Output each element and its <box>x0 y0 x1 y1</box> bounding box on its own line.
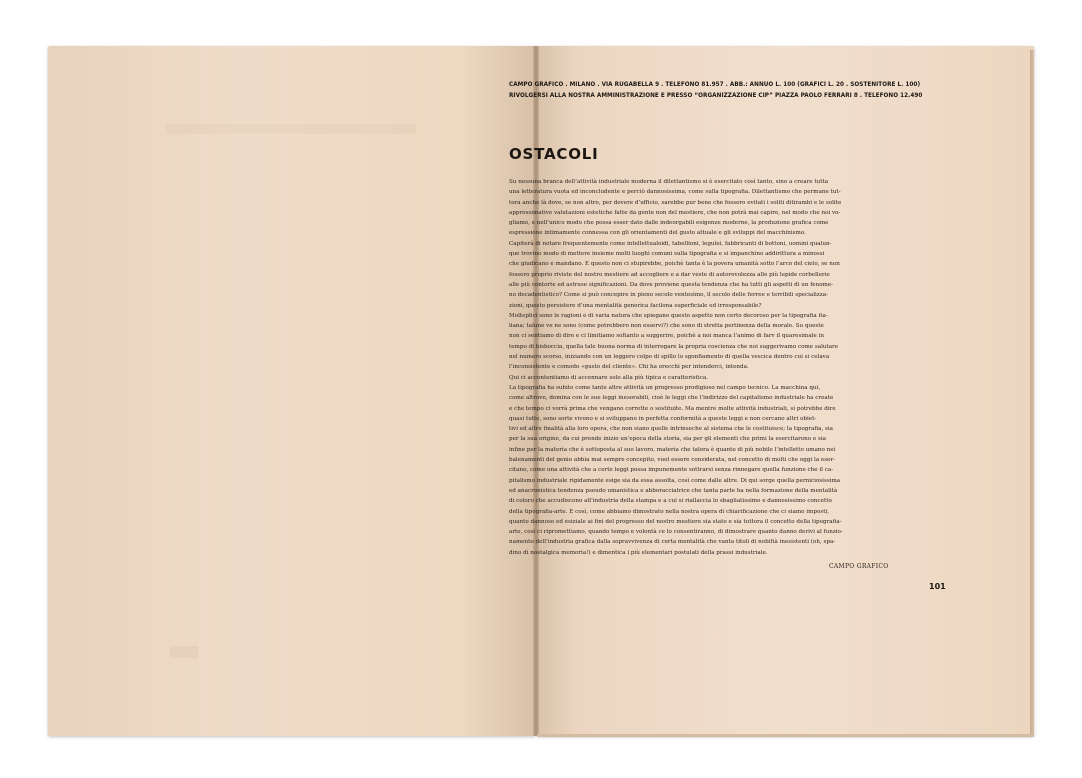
show-through-text <box>166 124 416 134</box>
article-line: una letteratura vuota ed inconcludente e perciò dannosissima, come sulla tipografia. Dilettantismo che permane tut- <box>509 189 841 196</box>
article-line: arte, così ci ripromettiamo, quando tempo e volontà ce lo consentiranno, di dimostrare quanto danno derivi al funzio- <box>509 529 843 536</box>
article-line: La tipografia ha subito come tante altre attività un progresso prodigioso nel campo tecnico. La macchina qui, <box>509 384 821 391</box>
article-line: come altrove, domina con le sue leggi inesorabili, cioè le leggi che l’indirizzo del capitalismo industriale ha create <box>509 395 834 402</box>
article-line: l’inconsistente e comodo «gusto del cliente». Chi ha orecchi per intenderci, intenda. <box>509 364 749 371</box>
article-line: que trovino modo di mettere insieme molti luoghi comuni sulla tipografia e si impanchino addirittura a minossi <box>509 251 825 258</box>
article-line: tora anche là dove, se non altro, per dovere d’ufficio, sarebbe pur bene che fossero evitati i soliti ditirambi e le solite <box>509 199 842 206</box>
article-line: balenamenti del genio abbia mai sempre concepito, vuol essere considerata, nel concetto di molti che oggi la eser- <box>509 457 835 464</box>
article-line: gliamo, e nell’unico modo che possa esser dato dalle indeorgabili esigenze moderne, la produzione grafica come <box>509 220 829 227</box>
article-body <box>509 177 949 558</box>
left-page <box>48 46 535 736</box>
article-line: infine per la materia che è sottoposta al suo lavoro, materia che talora è quanto di più nobile l’intelletto umano nei <box>509 446 836 453</box>
article-line: namento dell’industria grafica dalla sopravvivenza di certa mentalità che vanta titoli di nobiltà inesistenti (oh, spa- <box>509 539 836 546</box>
article-signature: CAMPO GRAFICO <box>829 563 889 570</box>
article-line: di coloro che accudiscono all’industria della stampa e a cui si riallaccia lo sbagliatissimo e dannosissimo concetto <box>509 498 832 505</box>
article-line: citano, come una attività che a certe leggi possa impunemente sottrarsi senza rinnegare quella funzione che il ca- <box>509 467 834 474</box>
article-line: quanto dannoso ed esiziale ai fini del progresso del nostro mestiere sia stato e sia tuttora il concetto della tipografia- <box>509 518 842 525</box>
article-line: espressione intimamente connessa con gli orientamenti del gusto attuale e gli sviluppi del macchinismo. <box>509 230 806 237</box>
article-line: pitalismo industriale rigidamente esige sia da essa assolta, così come dalle altre. Di qui sorge quella perniciosissima <box>509 477 841 484</box>
article-line: zioni, questo persistere d’una mentalità generica facilona superficiale ed irresponsabile? <box>509 302 762 309</box>
article-line: ed anacronistica tendenza pseudo umanistica e abboracciatrice che tanta parte ha nella formazione della mentalità <box>509 487 838 494</box>
page-edge <box>1030 50 1034 736</box>
show-through-mark <box>170 646 198 658</box>
article-line: non ci sentiamo di dire e ci limitiamo soltanto a suggerire, poichè a noi manca l’animo di farv il quaresimale in <box>509 333 824 340</box>
article-line: che giudicano e mandano. E questo non ci stupirebbe, poichè tanta è la povera umanità sotto l’arco del cielo, se non <box>509 261 840 268</box>
article-line: Molteplici sono le ragioni e di varia natura che spiegano questo aspetto non certo decoroso per la tipografia ita- <box>509 312 828 319</box>
article-line: fossero proprio riviste del nostro mestiere ad accogliere e a dar veste di autorevolezza alle più lepide corbellerie <box>509 271 830 278</box>
article-line: tempo di bisboccia, quella tale buona norma di interrogare la propria coscienza che noi suggerivamo come salutare <box>509 343 839 350</box>
article-line: per la sua origine, da cui prende inizio un’epoca della storia, sia per gli elementi che primi la esercitarono e sia <box>509 436 826 443</box>
article-line: dino di nostalgica memoria!) e dimentica i più elementari postulati della prassi industriale. <box>509 549 768 556</box>
page-edge-bottom <box>537 734 1034 737</box>
article-line: liana; talune ve ne sono (come potrebbero non esservi?) che sono di stretta pertinenza della morale. Su queste <box>509 323 824 330</box>
article-line: Qui ci accontentiamo di accennare solo alla più tipica e caratteristica. <box>509 374 708 381</box>
article-line: quasi tutte, sono sorte vivono e si sviluppano in perfetta conformità a queste leggi e non cercano altri obiet- <box>509 415 817 422</box>
article-line: nel numero scorso, iniziando con un leggero colpo di spillo lo sgonfiamento di quella vescica dentro cui si celava <box>509 354 830 361</box>
article-title: OSTACOLI <box>509 145 599 163</box>
masthead <box>509 80 949 102</box>
article-line: no decadentistico? Come si può concepire in pieno secolo ventesimo, il secolo delle ferree e terribili specializza- <box>509 292 828 299</box>
masthead-line-2: RIVOLGERSI ALLA NOSTRA AMMINISTRAZIONE E PRESSO “ORGANIZZAZIONE CIP” PIAZZA PAOLO FERRARI 8 . TELEFONO 12.490 <box>509 93 923 99</box>
page-number: 101 <box>929 582 946 591</box>
article-line: approssimative valutazioni estetiche fatte da gente non del mestiere, che non potrà mai capire, nel modo che noi vo- <box>509 209 841 216</box>
article-line: tivi ed altre finalità alla loro opera, che non siano quelle intrinseche al sistema che le costituisce; la tipografia, sia <box>509 426 834 433</box>
article-line: della tipografia-arte. E così, come abbiamo dimostrato nella nostra opera di chiarificazione che ci siamo imposti, <box>509 508 830 515</box>
article-line: Su nessuna branca dell’attività industriale moderna il dilettantismo si è esercitato così tanto, sino a creare tutta <box>509 179 829 185</box>
masthead-line-1: CAMPO GRAFICO . MILANO . VIA RUGABELLA 9 . TELEFONO 81.957 . ABB.: ANNUO L. 100 (GRAFICI L. 20 . SOSTENITORE L. 100) <box>509 82 921 88</box>
article-line: Capiterà di notare frequentemente come intellettualoidi, tabellioni, legulei, fabbricanti di bottoni, uomini qualun- <box>509 240 832 247</box>
article-line: alle più contorte ed astruse significazioni. Da dove proviene questa tendenza che ha tutti gli aspetti di un fenome- <box>509 281 834 288</box>
article-line: e che tempo ci vorrà prima che vengano corrette o sostituite. Ma mentre molte attività industriali, si potrebbe dire <box>509 405 836 412</box>
